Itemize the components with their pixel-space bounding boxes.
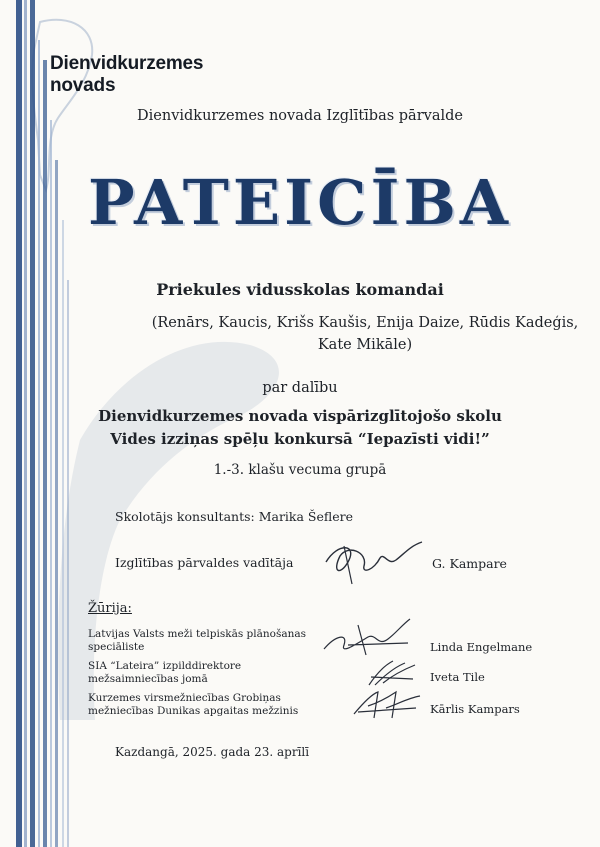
jury-signature-1 [318,615,413,660]
jury-signature-2 [365,655,420,690]
jury-member-3-role: Kurzemes virsmežniecības Grobiņas mežniecības Dunikas apgaitas mežzinis [88,692,299,717]
contest-name [0,405,600,451]
head-role: Izglītības pārvaldes vadītāja [115,555,294,570]
head-signature [318,532,428,587]
contest-line-2: Vides izziņas spēļu konkursā “Iepazīsti vidi!” [110,430,490,448]
jury-member-2-name: Iveta Tile [430,670,485,684]
municipality-logo [50,53,203,97]
team-members: (Renārs, Kaucis, Krišs Kaušis, Enija Daize, Rūdis Kadeģis, Kate Mikāle) [151,315,579,353]
head-name: G. Kampare [432,556,507,571]
jury-member-1-role: Latvijas Valsts meži telpiskās plānošanas speciāliste [88,628,307,653]
issuer-name: Dienvidkurzemes novada Izglītības pārvalde [137,108,463,124]
contest-line-1: Dienvidkurzemes novada vispārizglītojošo skolu [98,407,502,425]
certificate-title: PATEICĪBA [87,166,513,239]
reason-text: par dalību [262,380,338,396]
place-date: Kazdangā, 2025. gada 23. aprīlī [115,745,310,759]
jury-signature-3 [350,686,425,722]
jury-member-1-name: Linda Engelmane [430,640,533,654]
teacher-consultant: Skolotājs konsultants: Marika Šeflere [115,509,353,524]
recipient: Priekules vidusskolas komandai [156,280,444,299]
region-map-outline [32,20,92,190]
jury-member-3-name: Kārlis Kampars [430,702,520,716]
jury-member-2-role: SIA “Lateira” izpilddirektore mežsaimniecības jomā [88,660,242,685]
jury-label: Žūrija: [88,601,132,616]
age-group: 1.-3. klašu vecuma grupā [213,462,387,478]
logo-line-2: novads [50,75,116,96]
logo-line-1: Dienvidkurzemes [50,53,204,74]
